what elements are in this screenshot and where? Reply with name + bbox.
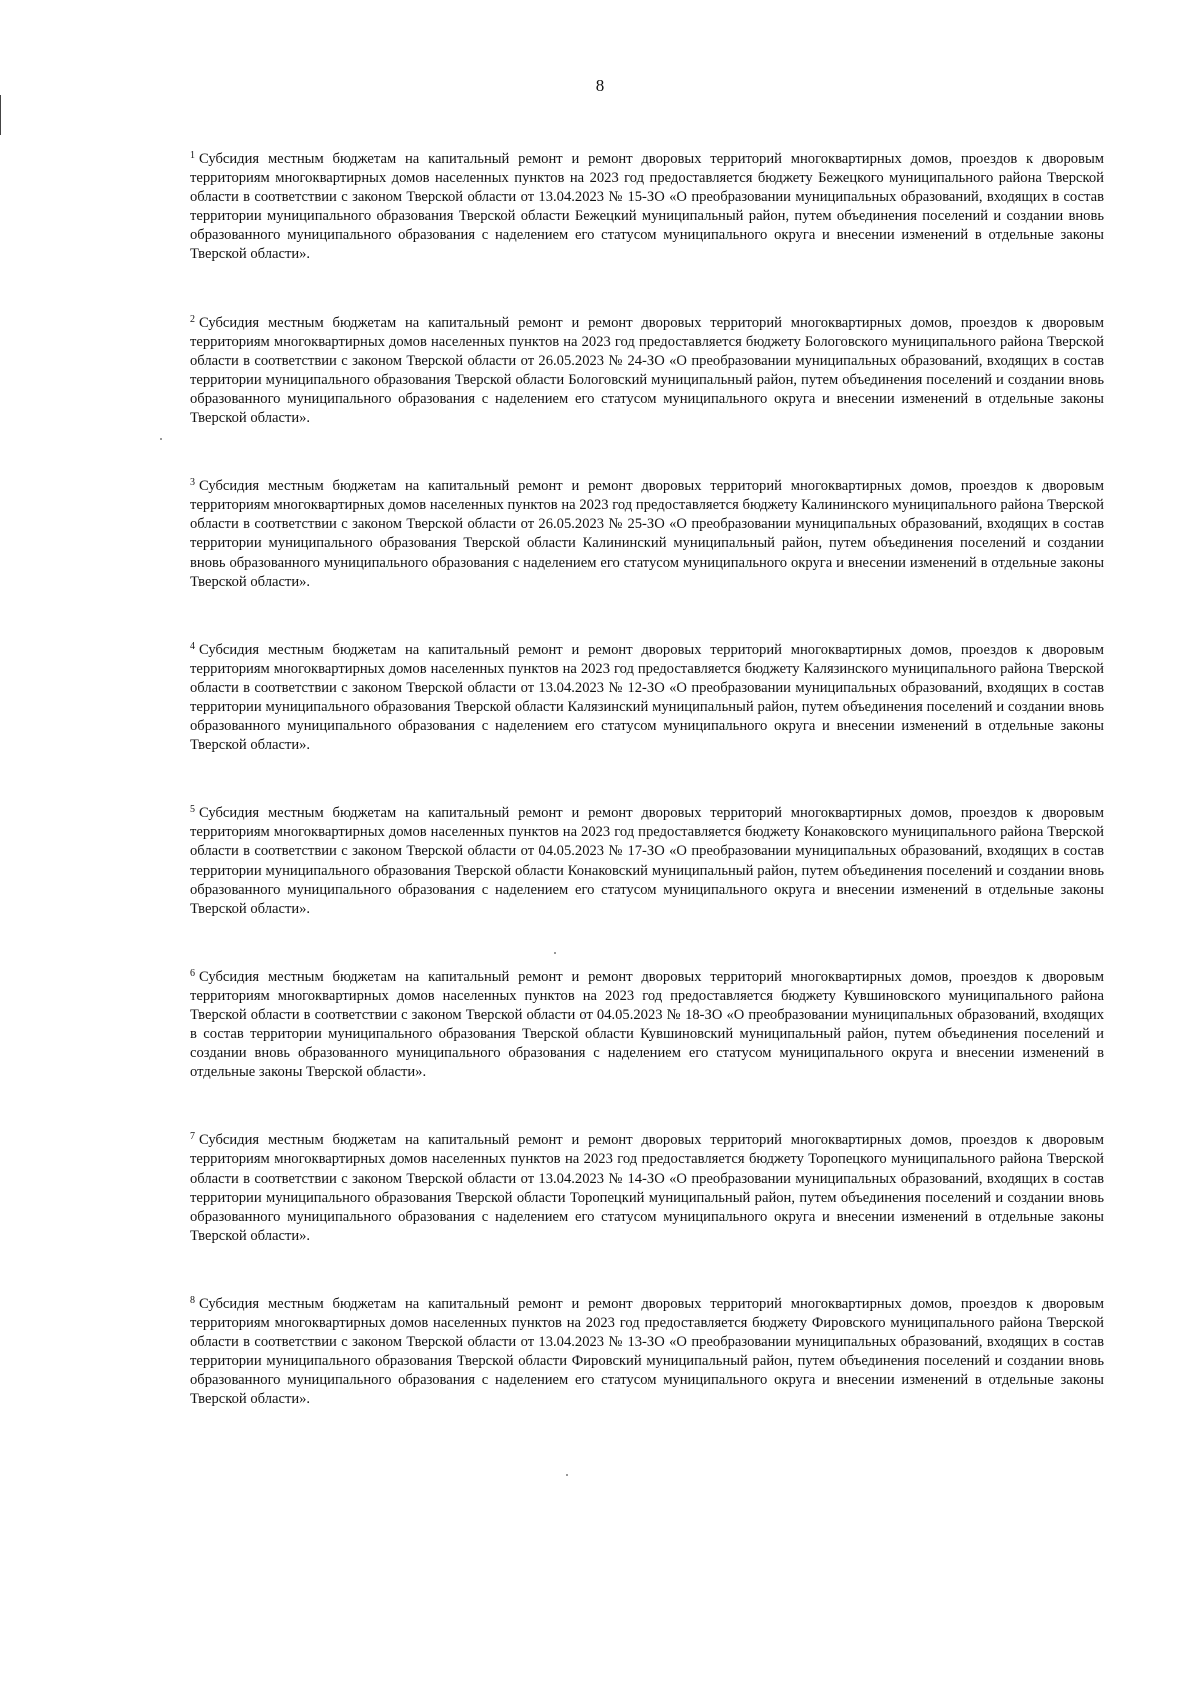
- footnotes-list: [190, 150, 1104, 1459]
- footnote: [190, 150, 1104, 265]
- footnote-marker: 6: [190, 967, 195, 979]
- footnote-text: Субсидия местным бюджетам на капитальный ремонт и ремонт дворовых территорий многоквартирных домов, проездов к дворовым территориям многоквартирных домов населенных пунктов на 2023 год предоставляется бюджету Бологовского муниципального района Тверской области в соответствии с законом Тверской области от 26.05.2023 № 24-ЗО «О преобразовании муниципальных образований, входящих в состав территории муниципального образования Тверской области Бологовский муниципальный район, путем объединения поселений и создании вновь образованного муниципального образования с наделением его статусом муниципального округа и внесении изменений в отдельные законы Тверской области».: [190, 314, 1104, 427]
- footnote-marker: 2: [190, 313, 195, 325]
- footnote: [190, 804, 1104, 919]
- footnote-text: Субсидия местным бюджетам на капитальный ремонт и ремонт дворовых территорий многоквартирных домов, проездов к дворовым территориям многоквартирных домов населенных пунктов на 2023 год предоставляется бюджету Бежецкого муниципального района Тверской области в соответствии с законом Тверской области от 13.04.2023 № 15-ЗО «О преобразовании муниципальных образований, входящих в состав территории муниципального образования Тверской области Бежецкий муниципальный район, путем объединения поселений и создании вновь образованного муниципального образования с наделением его статусом муниципального округа и внесении изменений в отдельные законы Тверской области».: [190, 151, 1104, 263]
- footnote-marker: 7: [190, 1131, 195, 1143]
- footnote: [190, 641, 1104, 756]
- footnote-text: Субсидия местным бюджетам на капитальный ремонт и ремонт дворовых территорий многоквартирных домов, проездов к дворовым территориям многоквартирных домов населенных пунктов на 2023 год предоставляется бюджету Конаковского муниципального района Тверской области в соответствии с законом Тверской области от 04.05.2023 № 17-ЗО «О преобразовании муниципальных образований, входящих в состав территории муниципального образования Тверской области Конаковский муниципальный район, путем объединения поселений и создании вновь образованного муниципального образования с наделением его статусом муниципального округа и внесении изменений в отдельные законы Тверской области».: [190, 805, 1104, 917]
- scan-edge-mark: [0, 95, 3, 135]
- footnote: [190, 314, 1104, 429]
- scan-speck: [160, 438, 162, 440]
- footnote-text: Субсидия местным бюджетам на капитальный ремонт и ремонт дворовых территорий многоквартирных домов, проездов к дворовым территориям многоквартирных домов населенных пунктов на 2023 год предоставляется бюджету Торопецкого муниципального района Тверской области в соответствии с законом Тверской области от 13.04.2023 № 14-ЗО «О преобразовании муниципальных образований, входящих в состав территории муниципального образования Тверской области Торопецкий муниципальный район, путем объединения поселений и создании вновь образованного муниципального образования с наделением его статусом муниципального округа и внесении изменений в отдельные законы Тверской области».: [190, 1132, 1104, 1244]
- footnote-marker: 8: [190, 1294, 195, 1306]
- scan-speck: [566, 1474, 568, 1476]
- footnote: [190, 1295, 1104, 1410]
- footnote: [190, 968, 1104, 1083]
- footnote-marker: 4: [190, 640, 195, 652]
- footnote: [190, 1131, 1104, 1246]
- footnote-marker: 3: [190, 477, 195, 489]
- footnote-text: Субсидия местным бюджетам на капитальный ремонт и ремонт дворовых территорий многоквартирных домов, проездов к дворовым территориям многоквартирных домов населенных пунктов на 2023 год предоставляется бюджету Калязинского муниципального района Тверской области в соответствии с законом Тверской области от 13.04.2023 № 12-ЗО «О преобразовании муниципальных образований, входящих в состав территории муниципального образования Тверской области Калязинский муниципальный район, путем объединения поселений и создании вновь образованного муниципального образования с наделением его статусом муниципального округа и внесении изменений в отдельные законы Тверской области».: [190, 641, 1104, 754]
- footnote-marker: 1: [190, 150, 195, 161]
- footnote-text: Субсидия местным бюджетам на капитальный ремонт и ремонт дворовых территорий многоквартирных домов, проездов к дворовым территориям многоквартирных домов населенных пунктов на 2023 год предоставляется бюджету Калининского муниципального района Тверской области в соответствии с законом Тверской области от 26.05.2023 № 25-ЗО «О преобразовании муниципальных образований, входящих в состав территории муниципального образования Тверской области Калининский муниципальный район, путем объединения поселений и создании вновь образованного муниципального образования с наделением его статусом муниципального округа и внесении изменений в отдельные законы Тверской области».: [190, 478, 1104, 590]
- scan-speck: [554, 952, 556, 954]
- footnote-marker: 5: [190, 804, 195, 816]
- footnote-text: Субсидия местным бюджетам на капитальный ремонт и ремонт дворовых территорий многоквартирных домов, проездов к дворовым территориям многоквартирных домов населенных пунктов на 2023 год предоставляется бюджету Фировского муниципального района Тверской области в соответствии с законом Тверской области от 13.04.2023 № 13-ЗО «О преобразовании муниципальных образований, входящих в состав территории муниципального образования Тверской области Фировский муниципальный район, путем объединения поселений и создании вновь образованного муниципального образования с наделением его статусом муниципального округа и внесении изменений в отдельные законы Тверской области».: [190, 1295, 1104, 1408]
- footnote: [190, 477, 1104, 592]
- footnote-text: Субсидия местным бюджетам на капитальный ремонт и ремонт дворовых территорий многоквартирных домов, проездов к дворовым территориям многоквартирных домов населенных пунктов на 2023 год предоставляется бюджету Кувшиновского муниципального района Тверской области в соответствии с законом Тверской области от 04.05.2023 № 18-ЗО «О преобразовании муниципальных образований, входящих в состав территории муниципального образования Тверской области Кувшиновский муниципальный район, путем объединения поселений и создании вновь образованного муниципального образования с наделением его статусом муниципального округа и внесении изменений в отдельные законы Тверской области».: [190, 968, 1104, 1081]
- page-number: 8: [595, 76, 605, 95]
